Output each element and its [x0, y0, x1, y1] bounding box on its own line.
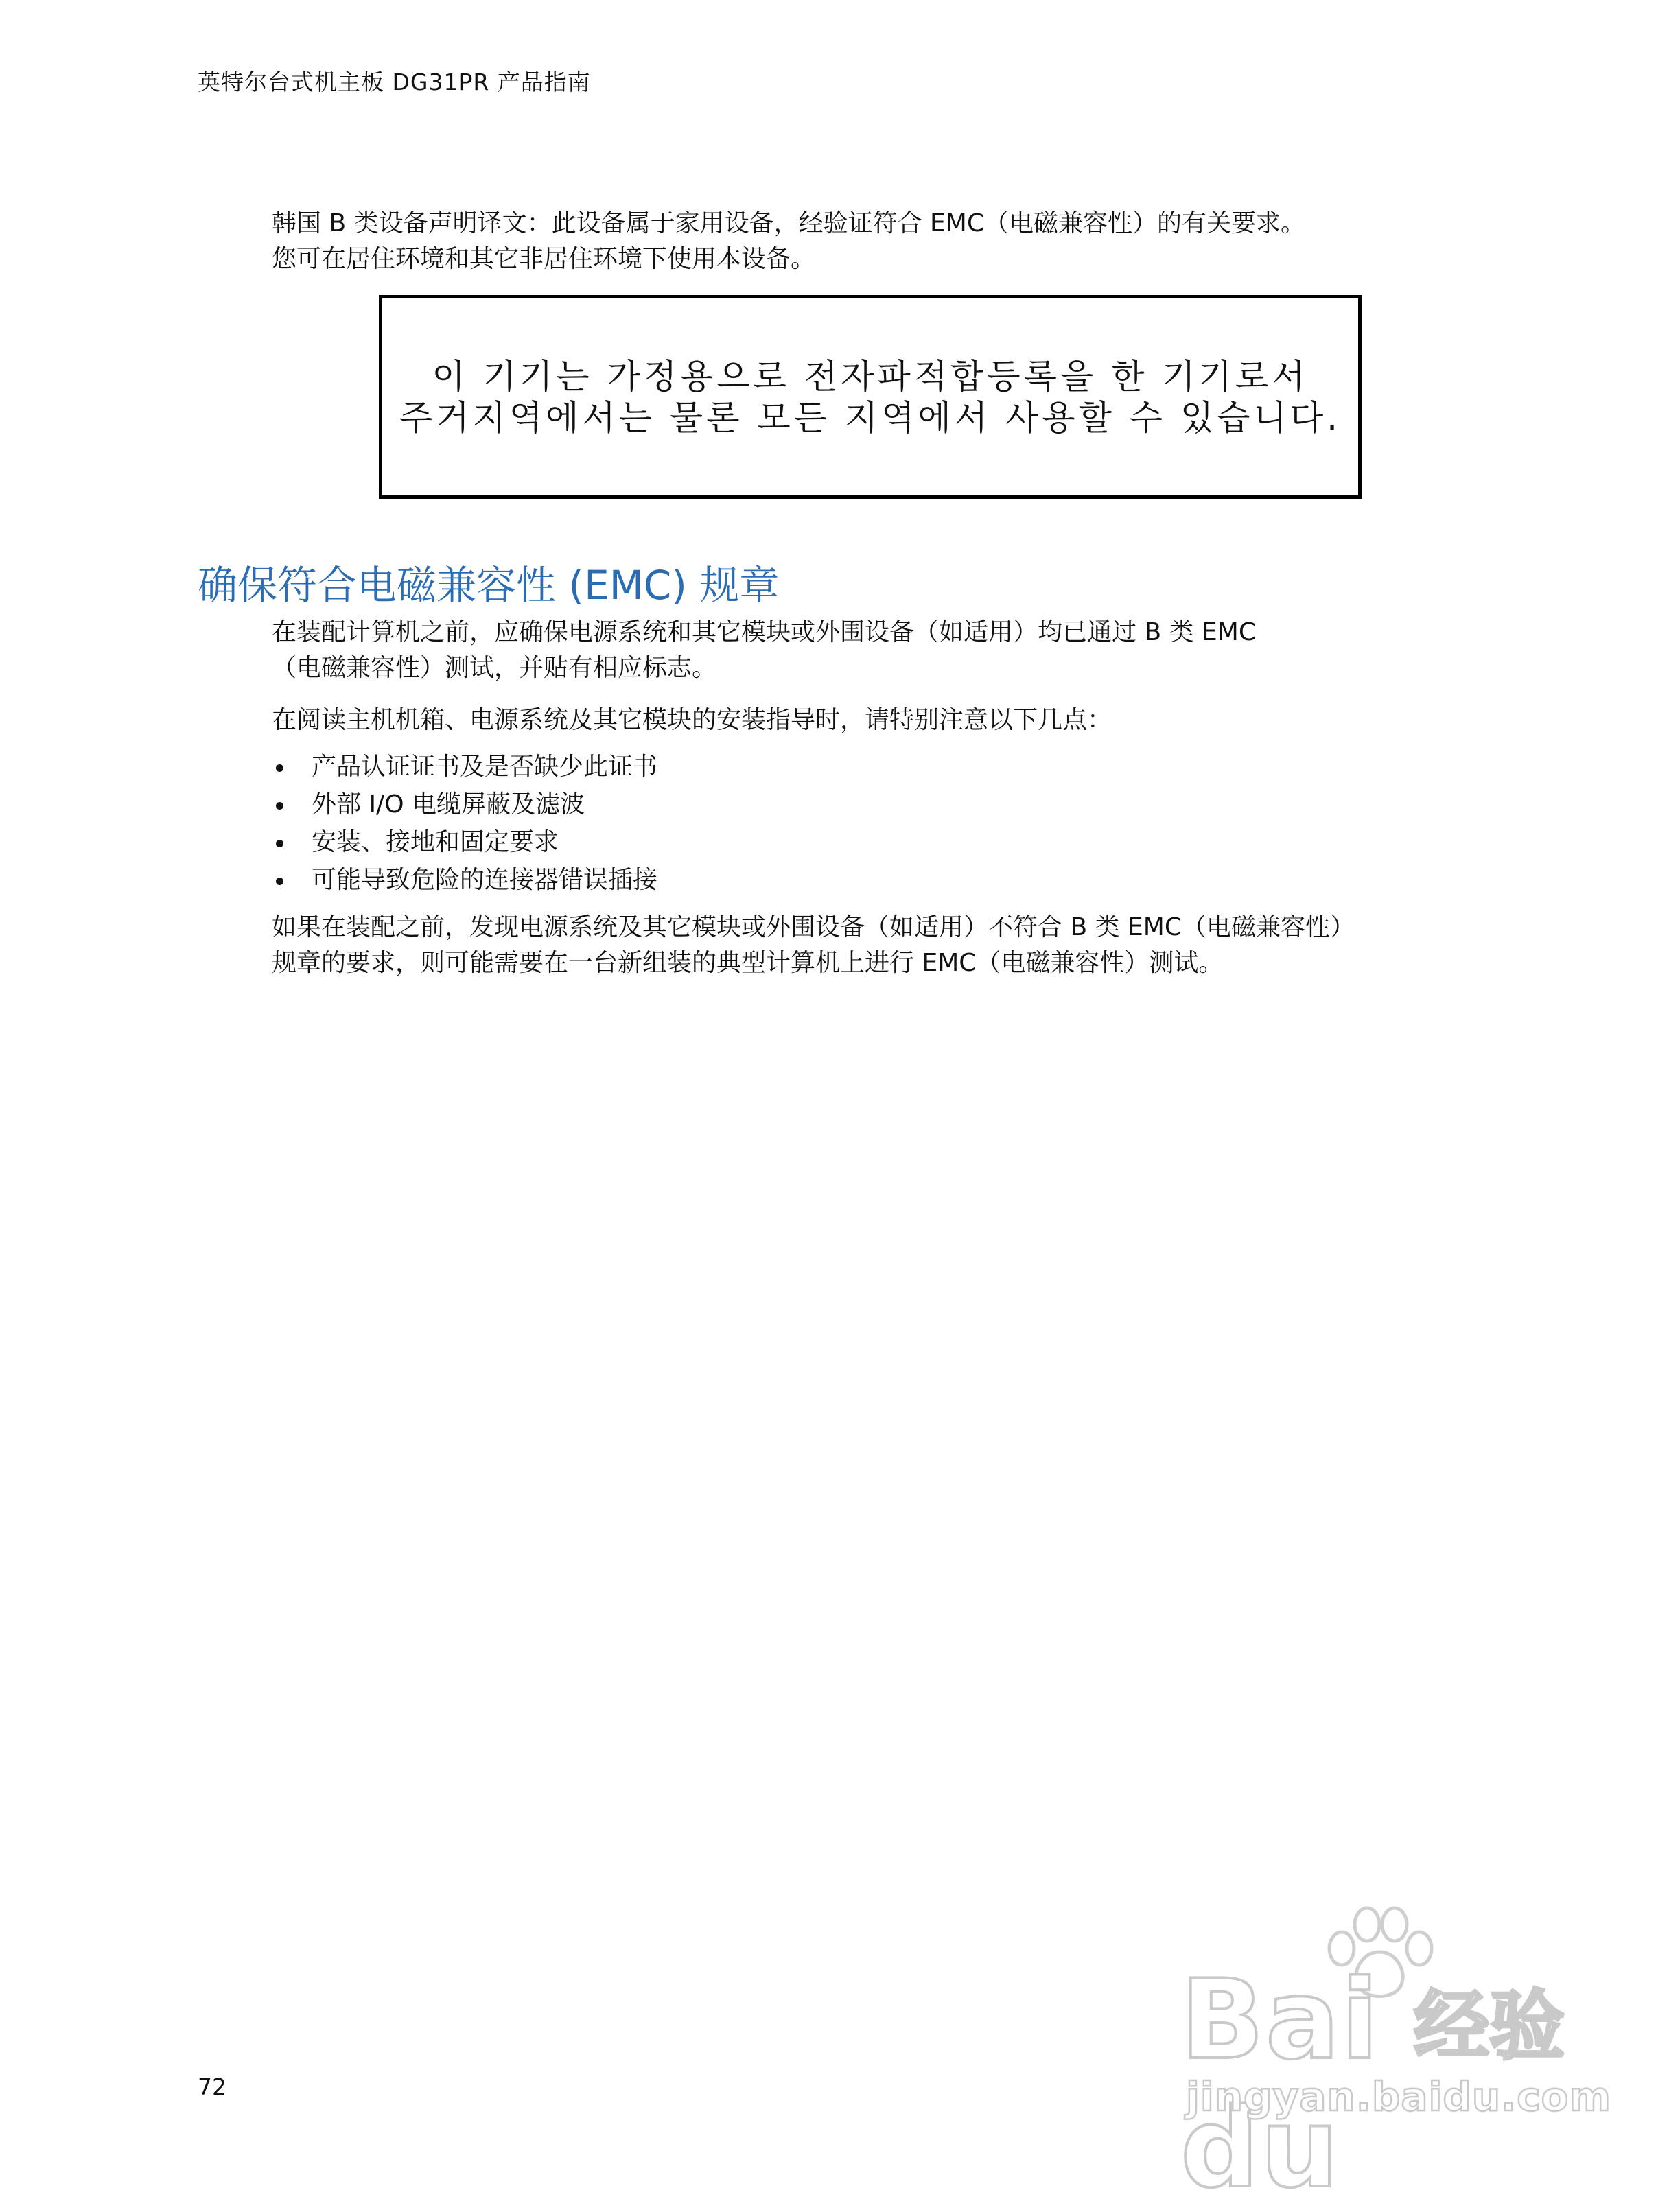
emc-intro-line-2: （电磁兼容性）测试，并贴有相应标志。: [272, 654, 717, 682]
emc-testing-line-2: 规章的要求，则可能需要在一台新组装的典型计算机上进行 EMC（电磁兼容性）测试。: [272, 949, 1224, 977]
korea-note-line-2: 您可在居住环境和其它非居住环境下使用本设备。: [272, 245, 816, 273]
korean-statement-line-1: 이 기기는 가정용으로 전자파적합등록을 한 기기로서: [432, 356, 1309, 397]
running-header: 英特尔台式机主板 DG31PR 产品指南: [198, 69, 591, 95]
emc-checklist: [272, 748, 657, 899]
list-item: 安装、接地和固定要求: [272, 823, 657, 861]
emc-intro-line-1: 在装配计算机之前，应确保电源系统和其它模块或外围设备（如适用）均已通过 B 类 EMC: [272, 618, 1256, 646]
korea-note-line-1: 韩国 B 类设备声明译文：此设备属于家用设备，经验证符合 EMC（电磁兼容性）的有关要求。: [272, 209, 1305, 237]
korean-statement-box: [379, 295, 1362, 499]
watermark-url: jingyan.baidu.com: [1186, 2073, 1611, 2120]
page-number: 72: [198, 2073, 226, 2100]
list-item: 产品认证证书及是否缺少此证书: [272, 748, 657, 786]
installation-guidance-paragraph: [272, 703, 1514, 738]
installation-guidance-text: 在阅读主机机箱、电源系统及其它模块的安装指导时，请特别注意以下几点：: [272, 706, 1112, 734]
korea-class-b-note: [272, 206, 1514, 277]
list-item: 外部 I/O 电缆屏蔽及滤波: [272, 786, 657, 823]
baidu-jingyan-watermark: [1180, 1901, 1611, 2212]
watermark-brand: Bai du: [1180, 1955, 1380, 2212]
watermark-cn: 经验: [1414, 1982, 1565, 2070]
emc-testing-paragraph: [272, 910, 1514, 981]
emc-intro-paragraph: [272, 615, 1514, 686]
section-title: 确保符合电磁兼容性 (EMC) 规章: [198, 562, 780, 609]
korean-statement-line-2: 주거지역에서는 물론 모든 지역에서 사용할 수 있습니다.: [399, 397, 1342, 438]
emc-testing-line-1: 如果在装配之前，发现电源系统及其它模块或外围设备（如适用）不符合 B 类 EMC（电磁兼容性）: [272, 913, 1355, 941]
list-item: 可能导致危险的连接器错误插接: [272, 861, 657, 899]
